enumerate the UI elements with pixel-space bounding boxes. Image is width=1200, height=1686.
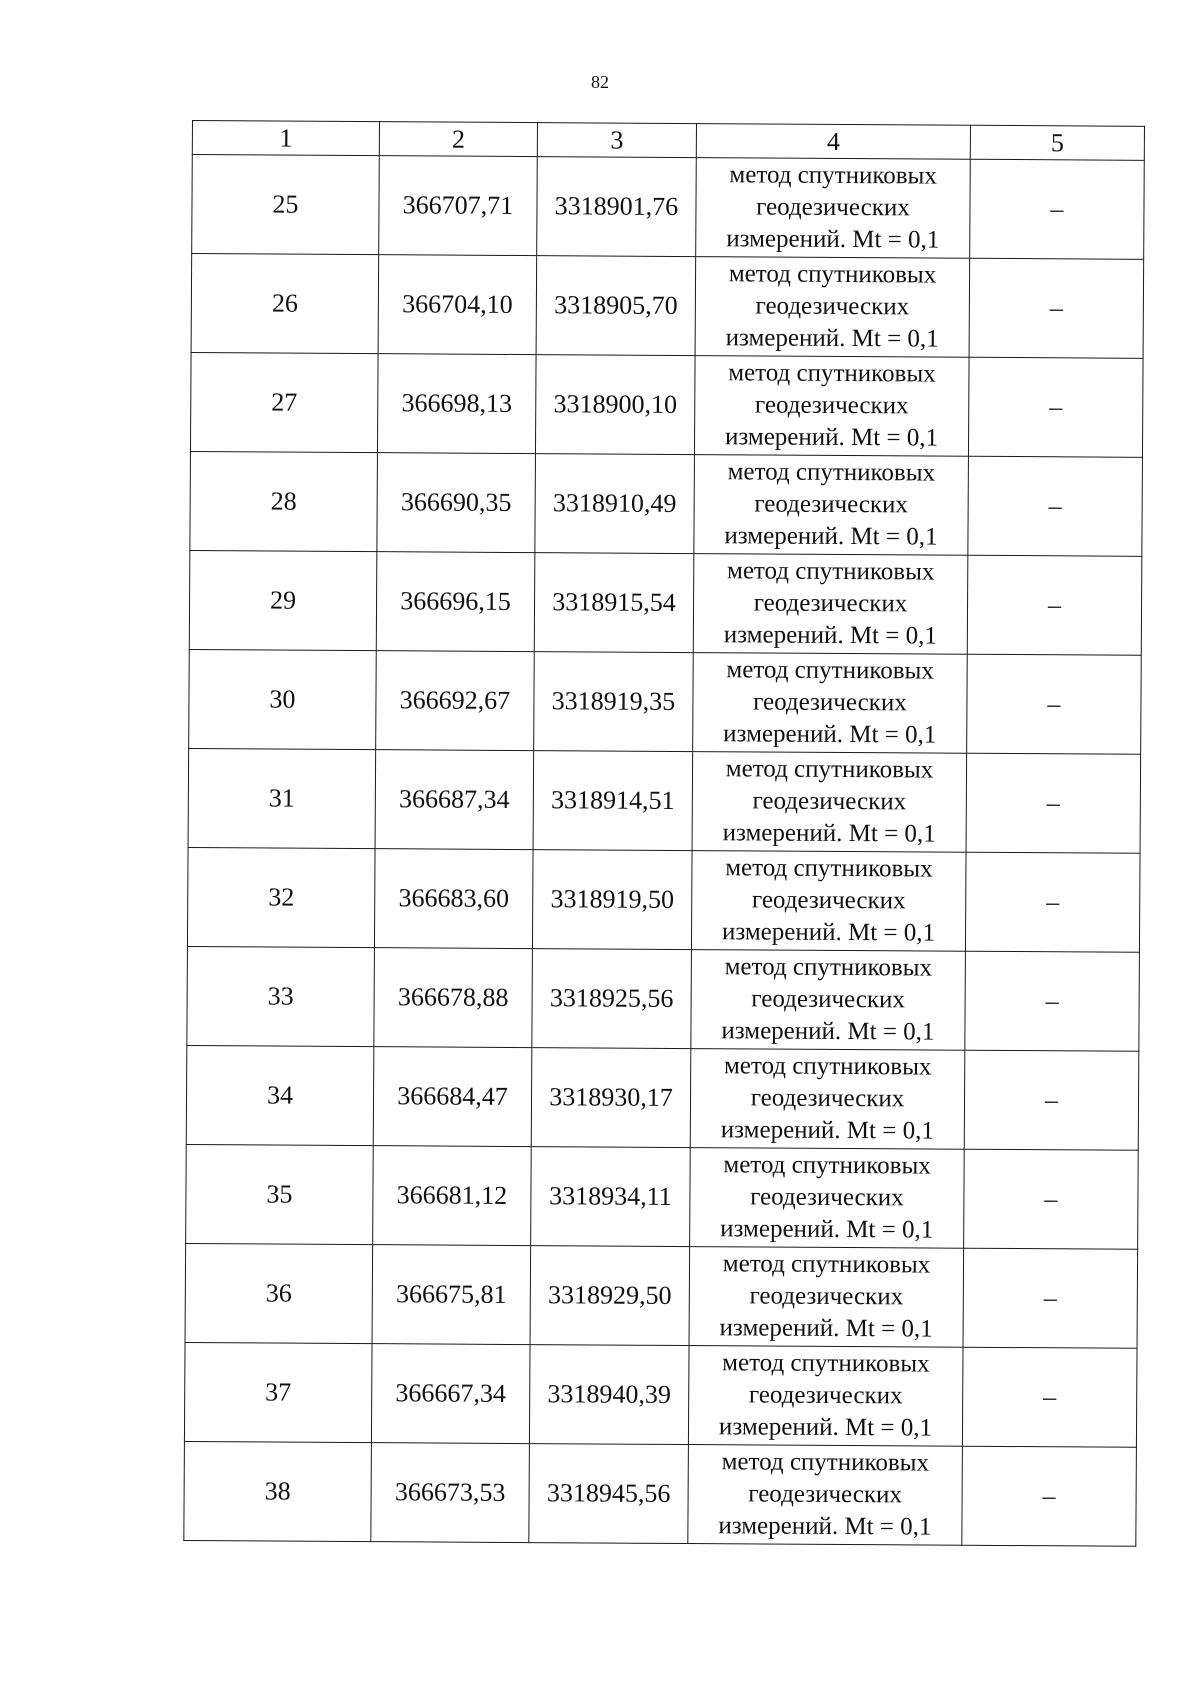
- method-line: метод спутниковых: [728, 260, 937, 289]
- method-line: измерений. Mt = 0,1: [721, 1017, 935, 1046]
- point-number-cell: 31: [188, 748, 376, 848]
- method-cell: [693, 653, 968, 754]
- point-number-cell: 33: [187, 946, 375, 1046]
- method-line: метод спутниковых: [727, 458, 936, 487]
- method-line: геодезических: [753, 589, 908, 618]
- table-row: [187, 847, 1140, 952]
- method-line: измерений. Mt = 0,1: [725, 324, 939, 353]
- column-header-2: 2: [379, 122, 537, 157]
- method-line: геодезических: [750, 1084, 905, 1113]
- note-cell: –: [962, 1446, 1137, 1546]
- y-coordinate-cell: 3318929,50: [530, 1246, 690, 1346]
- method-line: геодезических: [749, 1282, 904, 1311]
- method-line: геодезических: [753, 688, 907, 717]
- method-line: геодезических: [748, 1381, 903, 1410]
- method-line: метод спутниковых: [726, 656, 934, 685]
- method-line: метод спутниковых: [722, 1349, 930, 1378]
- method-line: геодезических: [754, 490, 909, 519]
- y-coordinate-cell: 3318945,56: [529, 1444, 689, 1544]
- y-coordinate-cell: 3318919,35: [534, 652, 694, 752]
- table-body: [184, 155, 1144, 1547]
- x-coordinate-cell: 366673,53: [371, 1443, 530, 1543]
- table-row: [191, 254, 1144, 359]
- y-coordinate-cell: 3318901,76: [537, 157, 697, 257]
- method-line: метод спутниковых: [724, 953, 933, 982]
- y-coordinate-cell: 3318930,17: [531, 1048, 691, 1148]
- method-cell: [696, 158, 971, 259]
- method-line: измерений. Mt = 0,1: [723, 720, 937, 749]
- point-number-cell: 37: [184, 1342, 372, 1442]
- y-coordinate-cell: 3318925,56: [532, 949, 692, 1049]
- point-number-cell: 27: [190, 352, 378, 452]
- y-coordinate-cell: 3318914,51: [533, 751, 693, 851]
- method-cell: [691, 851, 966, 952]
- method-line: измерений. Mt = 0,1: [724, 522, 938, 551]
- y-coordinate-cell: 3318915,54: [534, 553, 694, 653]
- table-row: [189, 649, 1142, 754]
- method-cell: [689, 1247, 964, 1348]
- method-line: геодезических: [754, 391, 909, 420]
- method-line: метод спутниковых: [728, 359, 936, 388]
- method-line: метод спутниковых: [721, 1448, 930, 1477]
- x-coordinate-cell: 366678,88: [374, 948, 533, 1048]
- method-line: измерений. Mt = 0,1: [720, 1116, 934, 1145]
- method-line: измерений. Mt = 0,1: [721, 918, 936, 947]
- table-row: [186, 1144, 1139, 1249]
- x-coordinate-cell: 366683,60: [374, 849, 533, 949]
- method-line: метод спутниковых: [726, 557, 935, 586]
- note-cell: –: [967, 555, 1142, 655]
- note-cell: –: [965, 852, 1140, 952]
- method-cell: [690, 1049, 965, 1150]
- x-coordinate-cell: 366690,35: [377, 453, 536, 553]
- method-line: метод спутниковых: [722, 1250, 931, 1279]
- method-cell: [688, 1346, 963, 1447]
- x-coordinate-cell: 366687,34: [375, 750, 534, 850]
- table-row: [190, 352, 1143, 457]
- x-coordinate-cell: 366667,34: [371, 1344, 530, 1444]
- y-coordinate-cell: 3318934,11: [531, 1147, 691, 1247]
- method-line: геодезических: [756, 193, 910, 222]
- page-number: 82: [591, 72, 609, 92]
- method-line: измерений. Mt = 0,1: [724, 423, 939, 452]
- method-cell: [695, 257, 970, 358]
- method-cell: [693, 554, 968, 655]
- method-line: измерений. Mt = 0,1: [726, 225, 940, 254]
- method-line: измерений. Mt = 0,1: [723, 621, 937, 650]
- method-cell: [694, 455, 969, 556]
- x-coordinate-cell: 366698,13: [377, 354, 536, 454]
- note-cell: –: [968, 456, 1143, 556]
- point-number-cell: 38: [184, 1441, 372, 1541]
- y-coordinate-cell: 3318905,70: [536, 256, 696, 356]
- method-line: измерений. Mt = 0,1: [718, 1413, 933, 1442]
- note-cell: –: [968, 357, 1143, 457]
- table-row: [188, 748, 1141, 853]
- point-number-cell: 25: [192, 155, 380, 255]
- table-row: [192, 155, 1145, 260]
- column-header-5: 5: [970, 125, 1144, 160]
- column-header-1: 1: [192, 121, 379, 156]
- method-line: геодезических: [752, 787, 907, 816]
- method-cell: [688, 1445, 963, 1546]
- coordinates-table: [183, 120, 1145, 1547]
- note-cell: –: [965, 951, 1140, 1051]
- note-cell: –: [964, 1050, 1139, 1150]
- x-coordinate-cell: 366707,71: [379, 156, 538, 256]
- table-row: [186, 1045, 1139, 1150]
- header-row: [192, 121, 1144, 161]
- x-coordinate-cell: 366696,15: [376, 552, 535, 652]
- column-header-4: 4: [696, 124, 970, 160]
- y-coordinate-cell: 3318940,39: [529, 1345, 689, 1445]
- x-coordinate-cell: 366681,12: [373, 1146, 532, 1246]
- x-coordinate-cell: 366704,10: [378, 255, 537, 355]
- method-cell: [690, 1148, 965, 1249]
- point-number-cell: 26: [191, 254, 379, 354]
- method-line: измерений. Mt = 0,1: [719, 1314, 933, 1343]
- table-row: [184, 1342, 1137, 1447]
- point-number-cell: 36: [185, 1243, 373, 1343]
- method-line: метод спутниковых: [723, 1151, 931, 1180]
- method-line: метод спутниковых: [729, 161, 937, 190]
- note-cell: –: [964, 1149, 1139, 1249]
- point-number-cell: 30: [189, 649, 377, 749]
- method-line: геодезических: [751, 985, 906, 1014]
- point-number-cell: 35: [186, 1144, 374, 1244]
- y-coordinate-cell: 3318910,49: [535, 454, 695, 554]
- method-cell: [692, 752, 967, 853]
- method-line: метод спутниковых: [725, 755, 934, 784]
- x-coordinate-cell: 366684,47: [373, 1047, 532, 1147]
- method-line: измерений. Mt = 0,1: [718, 1512, 932, 1541]
- method-cell: [691, 950, 966, 1051]
- table-row: [189, 550, 1142, 655]
- table-row: [185, 1243, 1138, 1348]
- table-row: [187, 946, 1140, 1051]
- point-number-cell: 29: [189, 550, 377, 650]
- column-header-3: 3: [537, 123, 696, 158]
- x-coordinate-cell: 366692,67: [376, 651, 535, 751]
- method-line: геодезических: [751, 886, 906, 915]
- method-line: измерений. Mt = 0,1: [722, 819, 936, 848]
- note-cell: –: [963, 1248, 1138, 1348]
- point-number-cell: 28: [190, 451, 378, 551]
- note-cell: –: [969, 258, 1144, 358]
- table-row: [190, 451, 1143, 556]
- table-header: [192, 121, 1144, 161]
- method-line: геодезических: [755, 292, 910, 321]
- method-cell: [694, 356, 969, 457]
- note-cell: –: [970, 159, 1145, 259]
- method-line: метод спутниковых: [725, 854, 933, 883]
- y-coordinate-cell: 3318900,10: [535, 355, 695, 455]
- table-row: [184, 1441, 1137, 1546]
- method-line: геодезических: [750, 1183, 904, 1212]
- point-number-cell: 32: [187, 847, 375, 947]
- note-cell: –: [967, 654, 1142, 754]
- note-cell: –: [962, 1347, 1137, 1447]
- method-line: измерений. Mt = 0,1: [720, 1215, 934, 1244]
- method-line: метод спутниковых: [723, 1052, 932, 1081]
- x-coordinate-cell: 366675,81: [372, 1245, 531, 1345]
- point-number-cell: 34: [186, 1045, 374, 1145]
- y-coordinate-cell: 3318919,50: [532, 850, 692, 950]
- note-cell: –: [966, 753, 1141, 853]
- method-line: геодезических: [748, 1480, 902, 1509]
